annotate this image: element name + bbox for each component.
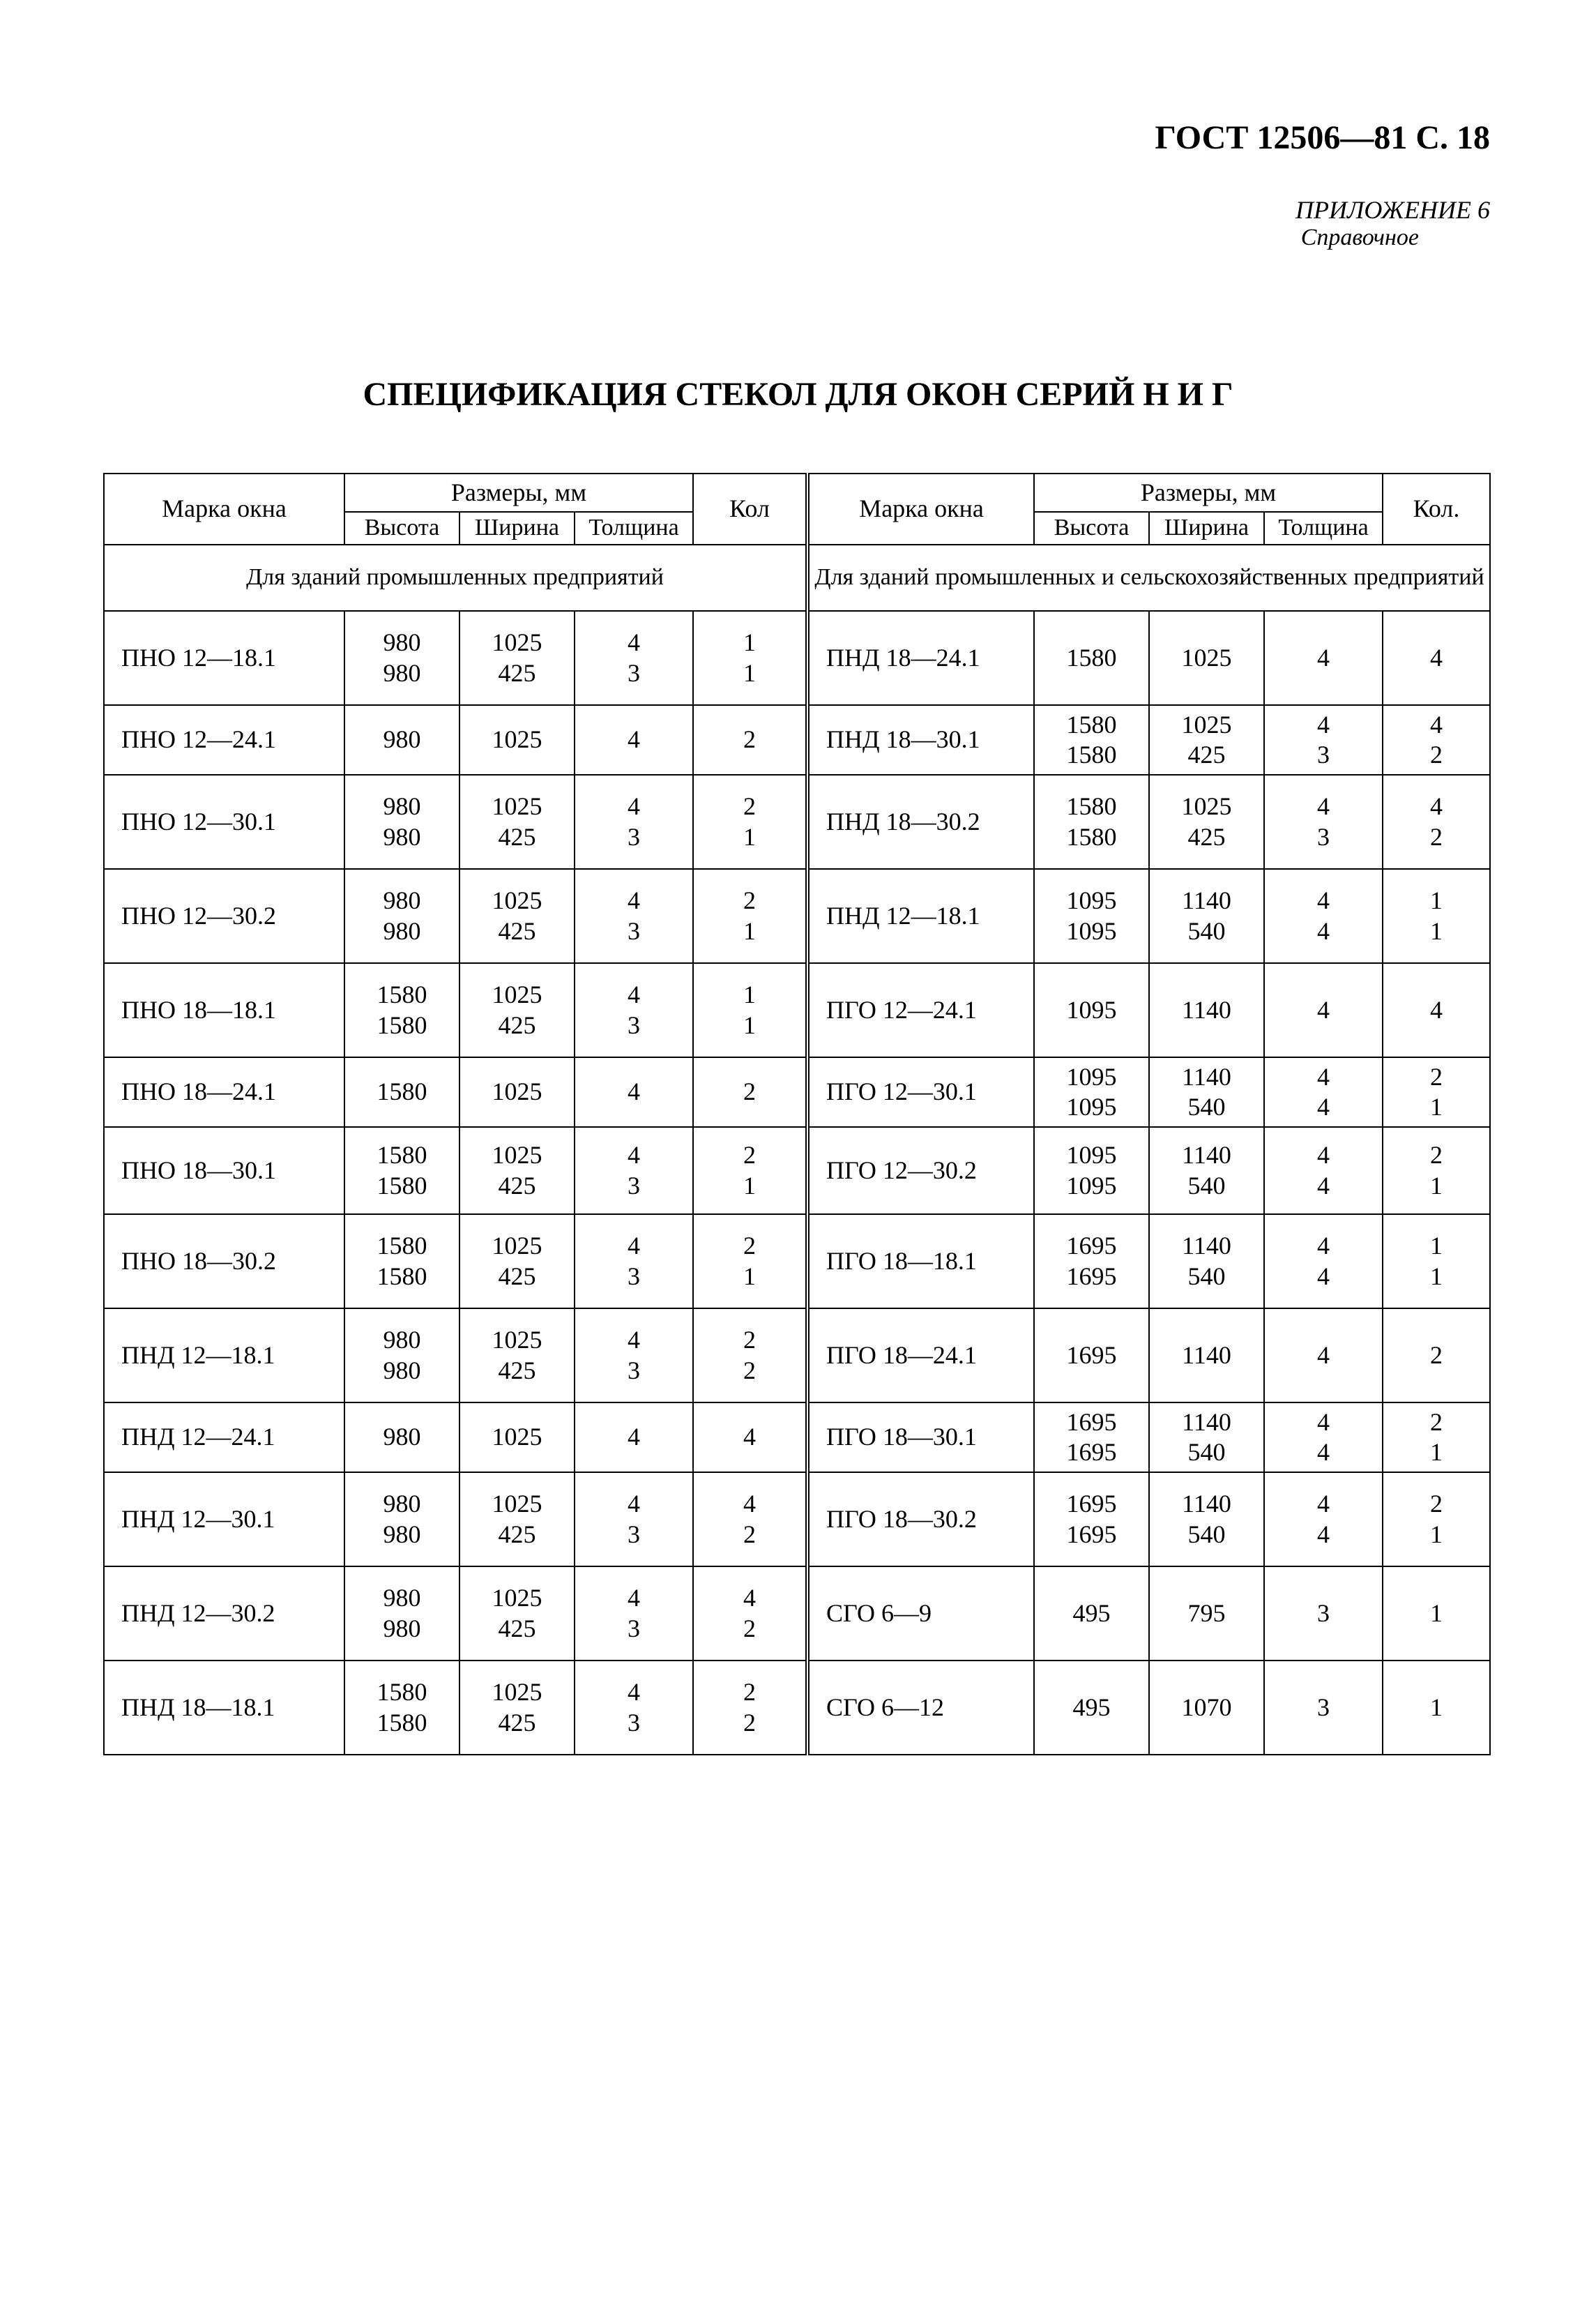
cell-width-left: 1025 425 (459, 1214, 575, 1308)
cell-thickness-right: 4 4 (1264, 1127, 1383, 1214)
cell-width-right: 1140 540 (1149, 1402, 1264, 1472)
cell-thickness-right: 4 (1264, 1308, 1383, 1402)
cell-mark-left: ПНО 12—24.1 (104, 705, 344, 775)
cell-qty-right: 4 (1383, 611, 1490, 705)
cell-thickness-right: 4 4 (1264, 1057, 1383, 1127)
cell-thickness-left: 4 3 (575, 1308, 693, 1402)
cell-thickness-right: 4 4 (1264, 1402, 1383, 1472)
cell-mark-right: ПНД 12—18.1 (807, 869, 1034, 963)
cell-width-right: 1025 (1149, 611, 1264, 705)
cell-height-right: 1695 1695 (1034, 1472, 1149, 1566)
cell-mark-right: СГО 6—12 (807, 1661, 1034, 1755)
table-row (104, 1057, 1490, 1127)
cell-mark-right: ПНД 18—30.1 (807, 705, 1034, 775)
cell-width-right: 1140 (1149, 963, 1264, 1057)
table-row (104, 705, 1490, 775)
cell-width-left: 1025 425 (459, 611, 575, 705)
cell-qty-left: 4 2 (693, 1472, 807, 1566)
cell-thickness-left: 4 (575, 1402, 693, 1472)
cell-mark-left: ПНД 12—30.1 (104, 1472, 344, 1566)
col-header-qty-right: Кол. (1383, 474, 1490, 545)
cell-mark-right: ПГО 12—30.2 (807, 1127, 1034, 1214)
cell-qty-right: 1 1 (1383, 869, 1490, 963)
table-row (104, 775, 1490, 869)
table-row (104, 1661, 1490, 1755)
cell-thickness-right: 3 (1264, 1566, 1383, 1661)
cell-qty-right: 2 1 (1383, 1402, 1490, 1472)
cell-mark-left: ПНО 12—30.1 (104, 775, 344, 869)
cell-height-right: 1580 1580 (1034, 705, 1149, 775)
cell-thickness-right: 4 3 (1264, 775, 1383, 869)
table-row (104, 1127, 1490, 1214)
cell-thickness-left: 4 3 (575, 963, 693, 1057)
cell-height-left: 980 980 (344, 775, 459, 869)
cell-width-right: 1070 (1149, 1661, 1264, 1755)
cell-width-right: 1140 540 (1149, 1214, 1264, 1308)
cell-mark-left: ПНО 12—30.2 (104, 869, 344, 963)
cell-qty-left: 2 1 (693, 1127, 807, 1214)
cell-thickness-right: 4 3 (1264, 705, 1383, 775)
table-row (104, 1214, 1490, 1308)
cell-thickness-left: 4 3 (575, 869, 693, 963)
cell-qty-left: 2 2 (693, 1661, 807, 1755)
table-row (104, 611, 1490, 705)
cell-height-right: 1095 (1034, 963, 1149, 1057)
cell-width-left: 1025 (459, 1402, 575, 1472)
cell-thickness-left: 4 (575, 705, 693, 775)
col-header-sizes-right: Размеры, мм (1034, 474, 1383, 512)
cell-height-right: 495 (1034, 1661, 1149, 1755)
cell-height-left: 980 980 (344, 1308, 459, 1402)
cell-thickness-left: 4 3 (575, 611, 693, 705)
cell-thickness-left: 4 3 (575, 1661, 693, 1755)
cell-height-left: 980 980 (344, 1566, 459, 1661)
cell-thickness-right: 4 (1264, 611, 1383, 705)
col-header-height-left: Высота (344, 512, 459, 545)
cell-mark-left: ПНО 18—18.1 (104, 963, 344, 1057)
cell-width-right: 1025 425 (1149, 775, 1264, 869)
cell-qty-right: 4 2 (1383, 705, 1490, 775)
cell-thickness-right: 4 4 (1264, 1214, 1383, 1308)
cell-height-left: 980 980 (344, 1472, 459, 1566)
cell-mark-right: ПГО 12—24.1 (807, 963, 1034, 1057)
appendix-label: ПРИЛОЖЕНИЕ 6 (1295, 196, 1490, 224)
cell-width-left: 1025 425 (459, 775, 575, 869)
table-row (104, 963, 1490, 1057)
cell-mark-right: ПГО 18—30.1 (807, 1402, 1034, 1472)
cell-height-left: 980 (344, 1402, 459, 1472)
cell-mark-left: ПНО 18—24.1 (104, 1057, 344, 1127)
cell-mark-left: ПНД 12—18.1 (104, 1308, 344, 1402)
cell-mark-right: ПГО 18—24.1 (807, 1308, 1034, 1402)
cell-qty-left: 1 1 (693, 963, 807, 1057)
cell-mark-left: ПНД 12—30.2 (104, 1566, 344, 1661)
cell-height-right: 1580 1580 (1034, 775, 1149, 869)
cell-mark-left: ПНД 18—18.1 (104, 1661, 344, 1755)
cell-qty-right: 4 2 (1383, 775, 1490, 869)
cell-thickness-left: 4 (575, 1057, 693, 1127)
table-row (104, 869, 1490, 963)
cell-qty-right: 1 1 (1383, 1214, 1490, 1308)
cell-width-left: 1025 (459, 1057, 575, 1127)
cell-width-right: 1140 540 (1149, 869, 1264, 963)
cell-thickness-right: 4 (1264, 963, 1383, 1057)
cell-qty-right: 2 1 (1383, 1127, 1490, 1214)
col-header-height-right: Высота (1034, 512, 1149, 545)
cell-qty-left: 2 1 (693, 869, 807, 963)
cell-thickness-right: 3 (1264, 1661, 1383, 1755)
cell-height-left: 1580 1580 (344, 963, 459, 1057)
cell-mark-right: ПГО 12—30.1 (807, 1057, 1034, 1127)
cell-width-left: 1025 425 (459, 1661, 575, 1755)
group-industrial-agricultural: Для зданий промышленных и сельскохозяйственных предприятий (807, 545, 1490, 611)
col-header-thickness-right: Толщина (1264, 512, 1383, 545)
cell-mark-right: ПГО 18—18.1 (807, 1214, 1034, 1308)
cell-thickness-left: 4 3 (575, 1472, 693, 1566)
cell-width-left: 1025 425 (459, 1308, 575, 1402)
cell-thickness-left: 4 3 (575, 1127, 693, 1214)
col-header-mark-left: Марка окна (104, 474, 344, 545)
cell-mark-right: ПГО 18—30.2 (807, 1472, 1034, 1566)
cell-width-left: 1025 425 (459, 963, 575, 1057)
cell-height-left: 980 (344, 705, 459, 775)
cell-height-left: 1580 (344, 1057, 459, 1127)
col-header-sizes-left: Размеры, мм (344, 474, 693, 512)
cell-thickness-right: 4 4 (1264, 1472, 1383, 1566)
cell-width-left: 1025 425 (459, 1127, 575, 1214)
col-header-thickness-left: Толщина (575, 512, 693, 545)
cell-height-right: 1580 (1034, 611, 1149, 705)
cell-mark-right: ПНД 18—30.2 (807, 775, 1034, 869)
cell-mark-left: ПНО 12—18.1 (104, 611, 344, 705)
col-header-width-right: Ширина (1149, 512, 1264, 545)
cell-height-left: 980 980 (344, 611, 459, 705)
cell-mark-left: ПНО 18—30.1 (104, 1127, 344, 1214)
table-row (104, 1402, 1490, 1472)
cell-mark-right: СГО 6—9 (807, 1566, 1034, 1661)
cell-height-right: 1695 (1034, 1308, 1149, 1402)
cell-qty-right: 4 (1383, 963, 1490, 1057)
cell-height-left: 1580 1580 (344, 1127, 459, 1214)
col-header-mark-right: Марка окна (807, 474, 1034, 545)
table-row (104, 1472, 1490, 1566)
col-header-width-left: Ширина (459, 512, 575, 545)
page-title: СПЕЦИФИКАЦИЯ СТЕКОЛ ДЛЯ ОКОН СЕРИЙ Н И Г (363, 376, 1233, 413)
cell-qty-left: 2 (693, 1057, 807, 1127)
cell-width-right: 1140 540 (1149, 1127, 1264, 1214)
cell-mark-left: ПНД 12—24.1 (104, 1402, 344, 1472)
cell-qty-left: 2 (693, 705, 807, 775)
col-header-qty-left: Кол (693, 474, 807, 545)
cell-thickness-left: 4 3 (575, 1566, 693, 1661)
cell-mark-right: ПНД 18—24.1 (807, 611, 1034, 705)
cell-height-left: 1580 1580 (344, 1214, 459, 1308)
appendix-status: Справочное (1300, 225, 1419, 250)
cell-qty-right: 2 1 (1383, 1472, 1490, 1566)
cell-width-right: 1140 540 (1149, 1472, 1264, 1566)
cell-width-left: 1025 (459, 705, 575, 775)
cell-qty-right: 1 (1383, 1661, 1490, 1755)
table-row (104, 1566, 1490, 1661)
cell-qty-left: 2 1 (693, 775, 807, 869)
cell-qty-left: 1 1 (693, 611, 807, 705)
cell-height-right: 1695 1695 (1034, 1402, 1149, 1472)
cell-width-left: 1025 425 (459, 869, 575, 963)
cell-thickness-left: 4 3 (575, 1214, 693, 1308)
cell-width-right: 1140 540 (1149, 1057, 1264, 1127)
cell-qty-left: 2 1 (693, 1214, 807, 1308)
cell-thickness-left: 4 3 (575, 775, 693, 869)
cell-qty-left: 4 (693, 1402, 807, 1472)
cell-height-right: 1695 1695 (1034, 1214, 1149, 1308)
cell-width-left: 1025 425 (459, 1472, 575, 1566)
cell-qty-right: 2 1 (1383, 1057, 1490, 1127)
glass-spec-table (103, 473, 1491, 1755)
cell-thickness-right: 4 4 (1264, 869, 1383, 963)
standard-number: ГОСТ 12506—81 С. 18 (1155, 119, 1490, 156)
cell-mark-left: ПНО 18—30.2 (104, 1214, 344, 1308)
cell-qty-left: 4 2 (693, 1566, 807, 1661)
cell-width-right: 795 (1149, 1566, 1264, 1661)
cell-width-right: 1140 (1149, 1308, 1264, 1402)
cell-height-left: 1580 1580 (344, 1661, 459, 1755)
cell-height-right: 1095 1095 (1034, 1127, 1149, 1214)
cell-qty-left: 2 2 (693, 1308, 807, 1402)
cell-qty-right: 2 (1383, 1308, 1490, 1402)
cell-width-right: 1025 425 (1149, 705, 1264, 775)
table-row (104, 1308, 1490, 1402)
cell-height-right: 1095 1095 (1034, 1057, 1149, 1127)
cell-qty-right: 1 (1383, 1566, 1490, 1661)
cell-height-left: 980 980 (344, 869, 459, 963)
cell-width-left: 1025 425 (459, 1566, 575, 1661)
group-industrial: Для зданий промышленных предприятий (104, 545, 807, 611)
cell-height-right: 1095 1095 (1034, 869, 1149, 963)
cell-height-right: 495 (1034, 1566, 1149, 1661)
